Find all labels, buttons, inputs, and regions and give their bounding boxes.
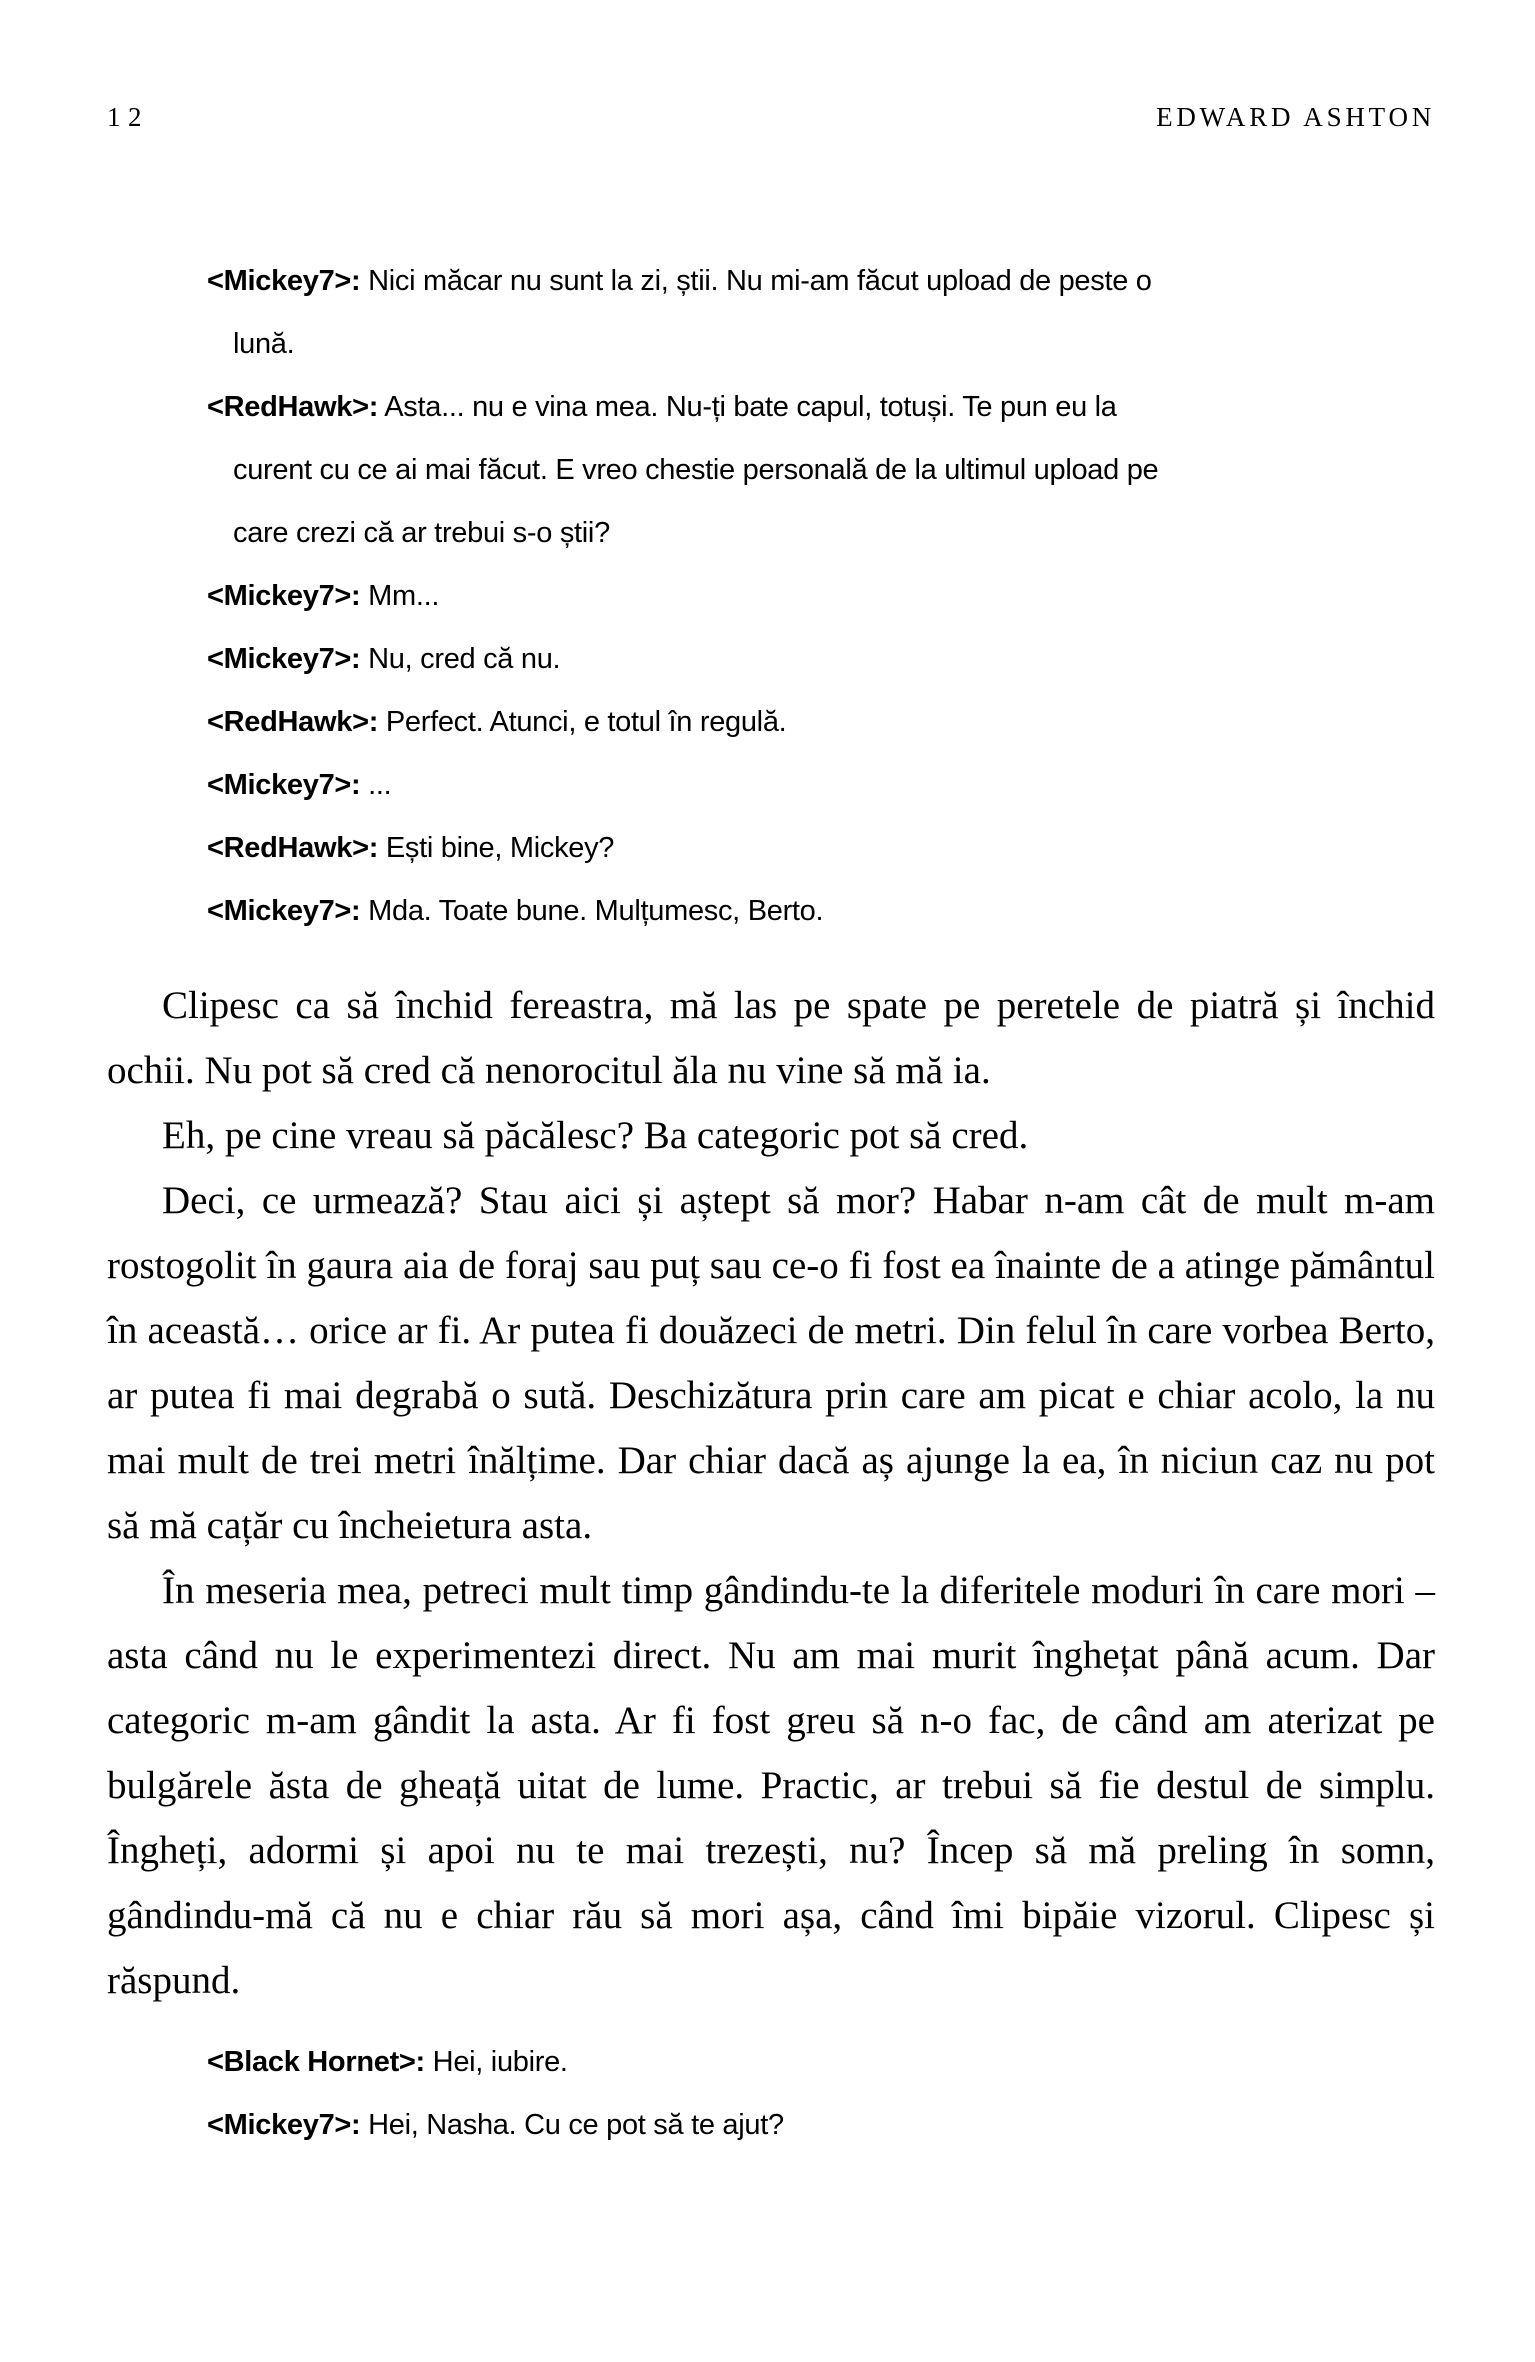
chat-speaker-tag: <Mickey7>:	[207, 769, 361, 801]
body-paragraph: Clipesc ca să închid fereastra, mă las pe spate pe peretele de piatră și închid ochii. Nu pot să cred că nenorocitul ăla nu vine să mă ia.	[107, 984, 1435, 1092]
running-head-author: EDWARD ASHTON	[1156, 102, 1435, 132]
chat-speaker-tag: <RedHawk>:	[207, 832, 379, 864]
chat-entry: <Black Hornet>: Hei, iubire.	[207, 2046, 568, 2078]
body-paragraph: În meseria mea, petreci mult timp gândindu-te la diferitele moduri în care mori – asta când nu le experimentezi direct. Nu am mai murit înghețat până acum. Dar categoric m-am gândit la asta. Ar fi fost greu să n-o fac, de când am aterizat pe bulgărele ăsta de gheață uitat de lume. Practic, ar trebui să fie destul de simplu. Îngheți, adormi și apoi nu te mai trezești, nu? Încep să mă preling în somn, gândindu-mă că nu e chiar rău să mori așa, când îmi bipăie vizorul. Clipesc și răspund.	[107, 1569, 1435, 2002]
chat-speaker-tag: <Black Hornet>:	[207, 2046, 425, 2078]
chat-entry: <RedHawk>: Asta... nu e vina mea. Nu-ți bate capul, totuși. Te pun eu la curent cu ce ai mai făcut. E vreo chestie personală de la ultimul upload pe care crezi că ar trebui s-o știi?	[207, 391, 1159, 549]
chat-entry: <Mickey7>: ...	[207, 769, 392, 801]
chat-speaker-tag: <Mickey7>:	[207, 265, 361, 297]
chat-transcript-bottom	[207, 2031, 1197, 2157]
chat-speaker-tag: <Mickey7>:	[207, 895, 361, 927]
chat-speaker-tag: <RedHawk>:	[207, 706, 379, 738]
body-paragraph: Eh, pe cine vreau să păcălesc? Ba categoric pot să cred.	[162, 1114, 1029, 1157]
chat-entry: <Mickey7>: Mda. Toate bune. Mulțumesc, Berto.	[207, 895, 824, 927]
chat-entry: <Mickey7>: Nici măcar nu sunt la zi, știi. Nu mi-am făcut upload de peste o lună.	[207, 265, 1152, 360]
chat-speaker-tag: <Mickey7>:	[207, 643, 361, 675]
page-number: 12	[107, 102, 150, 132]
chat-speaker-tag: <RedHawk>:	[207, 391, 379, 423]
chat-speaker-tag: <Mickey7>:	[207, 2109, 361, 2141]
body-text	[107, 973, 1435, 2013]
page-header	[107, 100, 1435, 134]
chat-entry: <Mickey7>: Nu, cred că nu.	[207, 643, 561, 675]
chat-entry: <Mickey7>: Hei, Nasha. Cu ce pot să te ajut?	[207, 2109, 784, 2141]
chat-entry: <RedHawk>: Ești bine, Mickey?	[207, 832, 615, 864]
chat-speaker-tag: <Mickey7>:	[207, 580, 361, 612]
body-paragraph: Deci, ce urmează? Stau aici și aștept să mor? Habar n-am cât de mult m-am rostogolit în gaura aia de foraj sau puț sau ce-o fi fost ea înainte de a atinge pământul în această… orice ar fi. Ar putea fi douăzeci de metri. Din felul în care vorbea Berto, ar putea fi mai degrabă o sută. Deschizătura prin care am picat e chiar acolo, la nu mai mult de trei metri înălțime. Dar chiar dacă aș ajunge la ea, în niciun caz nu pot să mă cațăr cu încheietura asta.	[107, 1179, 1435, 1547]
chat-entry: <RedHawk>: Perfect. Atunci, e totul în regulă.	[207, 706, 787, 738]
chat-transcript-top	[207, 250, 1197, 943]
chat-entry: <Mickey7>: Mm...	[207, 580, 440, 612]
